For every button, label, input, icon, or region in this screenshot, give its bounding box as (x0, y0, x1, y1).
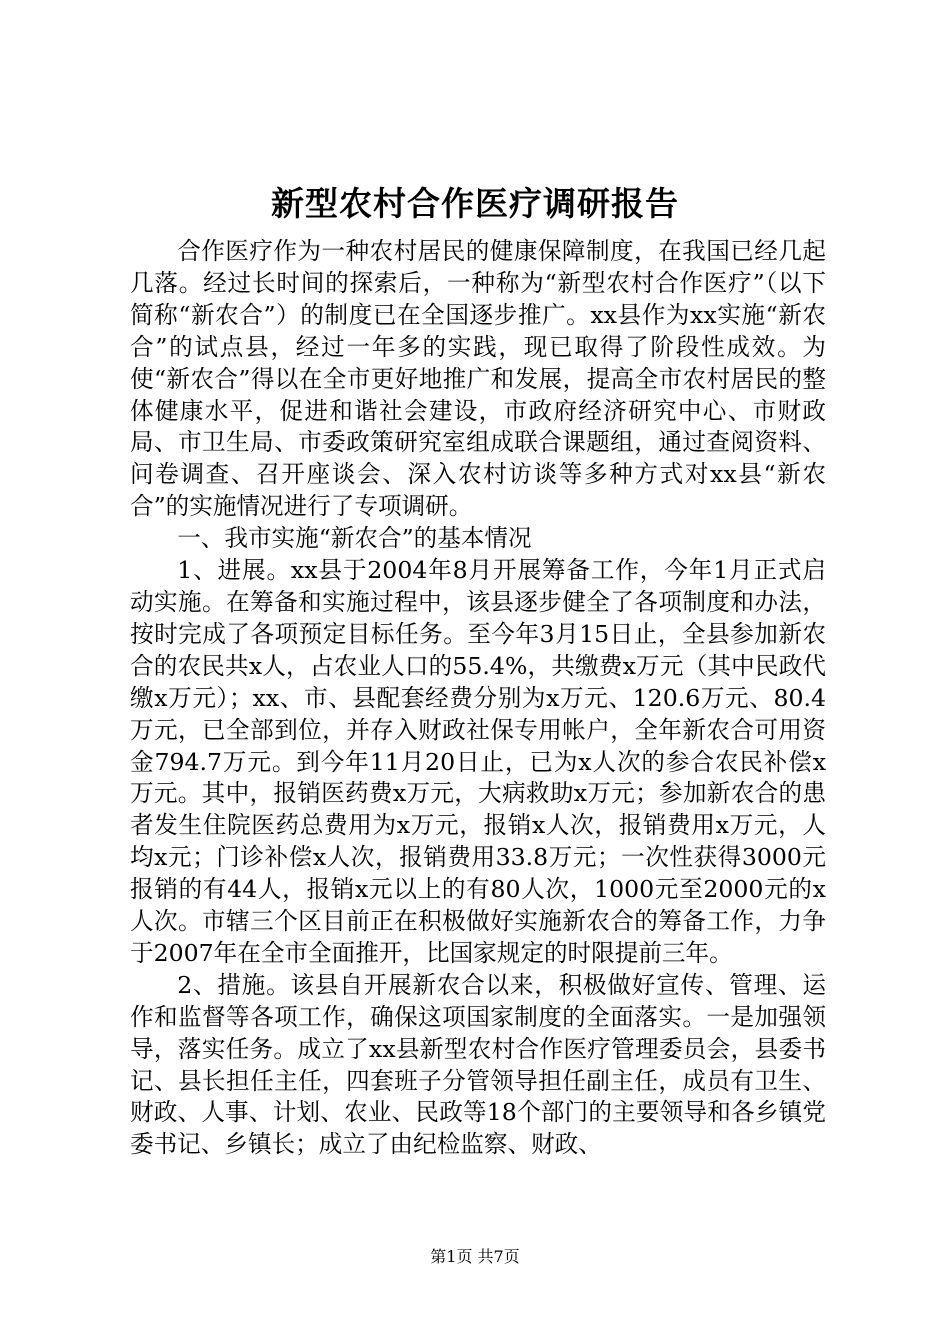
intro-paragraph: 合作医疗作为一种农村居民的健康保障制度，在我国已经几起几落。经过长时间的探索后，一种称为“新型农村合作医疗”（以下简称“新农合”）的制度已在全国逐步推广。xx县作为xx实施“新农合”的试点县，经过一年多的实践，现已取得了阶段性成效。为使“新农合”得以在全市更好地推广和发展，提高全市农村居民的整体健康水平，促进和谐社会建设，市政府经济研究中心、市财政局、市卫生局、市委政策研究室组成联合课题组，通过查阅资料、问卷调查、召开座谈会、深入农村访谈等多种方式对xx县“新农合”的实施情况进行了专项调研。 (130, 237, 826, 521)
page-number: 第1页 共7页 (430, 1247, 520, 1266)
progress-paragraph: 1、进展。xx县于2004年8月开展筹备工作，今年1月正式启动实施。在筹备和实施过程中，该县逐步健全了各项制度和办法，按时完成了各项预定目标任务。至今年3月15日止，全县参加新农合的农民共x人，占农业人口的55.4%，共缴费x万元（其中民政代缴x万元）；xx、市、县配套经费分别为x万元、120.6万元、80.4万元，已全部到位，并存入财政社保专用帐户，全年新农合可用资金794.7万元。到今年11月20日止，已为x人次的参合农民补偿x万元。其中，报销医药费x万元，大病救助x万元；参加新农合的患者发生住院医药总费用为x万元，报销x人次，报销费用x万元，人均x元；门诊补偿x人次，报销费用33.8万元；一次性获得3000元报销的有44人，报销x元以上的有80人次，1000元至2000元的x人次。市辖三个区目前正在积极做好实施新农合的筹备工作，力争于2007年在全市全面推开，比国家规定的时限提前三年。 (130, 556, 826, 967)
measures-paragraph: 2、措施。该县自开展新农合以来，积极做好宣传、管理、运作和监督等各项工作，确保这项国家制度的全面落实。一是加强领导，落实任务。成立了xx县新型农村合作医疗管理委员会，县委书记、县长担任主任，四套班子分管领导担任副主任，成员有卫生、财政、人事、计划、农业、民政等18个部门的主要领导和各乡镇党委书记、乡镇长；成立了由纪检监察、财政、 (130, 970, 826, 1159)
document-title: 新型农村合作医疗调研报告 (271, 184, 679, 223)
section-heading: 一、我市实施“新农合”的基本情况 (177, 524, 532, 553)
document-body (130, 236, 826, 1161)
